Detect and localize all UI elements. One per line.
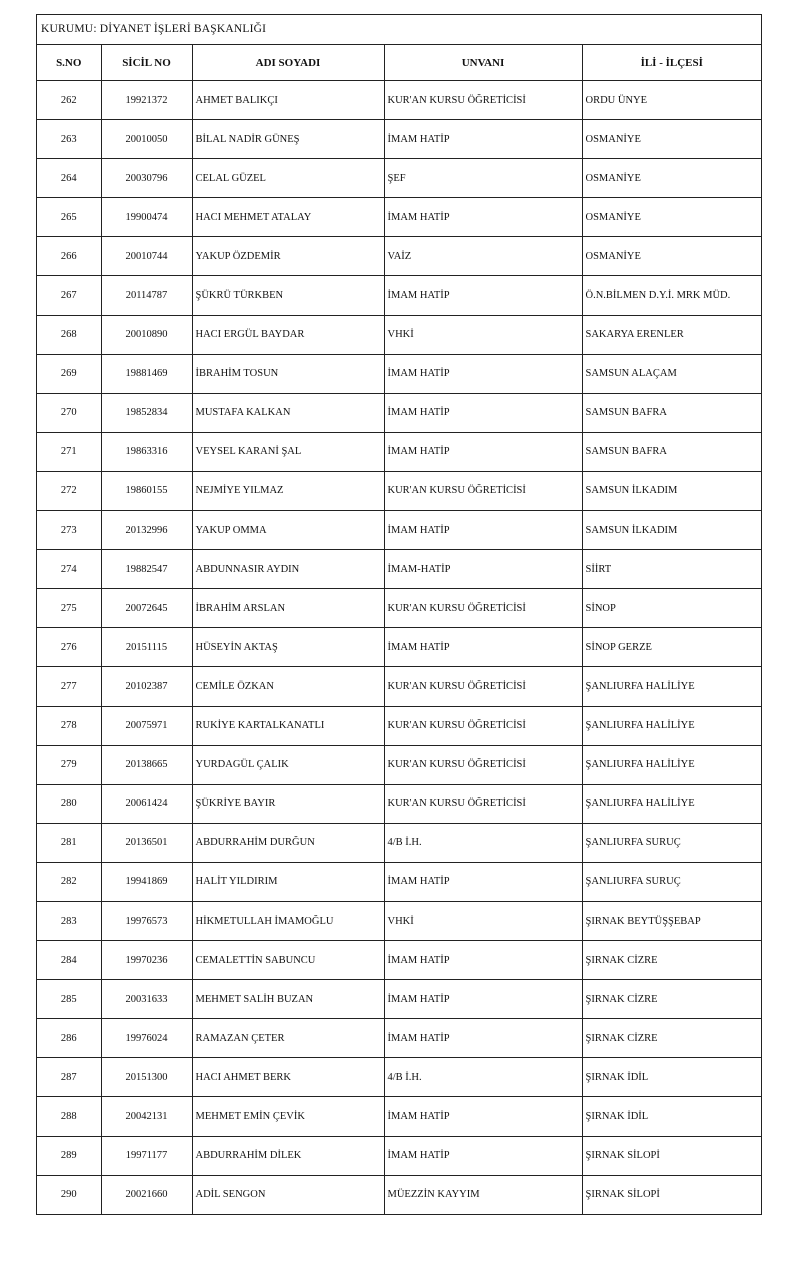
row-sicil-no: 19976573 [101,901,192,940]
row-title: İMAM HATİP [384,941,582,980]
row-name: ABDURRAHİM DURĞUN [192,823,384,862]
row-location: SAKARYA ERENLER [582,315,761,354]
row-location: ŞIRNAK İDİL [582,1097,761,1136]
row-title: İMAM-HATİP [384,550,582,589]
row-sicil-no: 20010744 [101,237,192,276]
row-name: NEJMİYE YILMAZ [192,471,384,510]
table-row [37,667,761,706]
table-row [37,276,761,315]
row-name: BİLAL NADİR GÜNEŞ [192,120,384,159]
row-name: İBRAHİM TOSUN [192,354,384,393]
row-title: ŞEF [384,159,582,198]
row-name: HACI AHMET BERK [192,1058,384,1097]
row-title: İMAM HATİP [384,276,582,315]
row-sicil-no: 19921372 [101,81,192,120]
row-sno: 268 [37,315,101,354]
row-title: KUR'AN KURSU ÖĞRETİCİSİ [384,706,582,745]
row-title: İMAM HATİP [384,511,582,550]
row-name: HÜSEYİN AKTAŞ [192,628,384,667]
row-title: 4/B İ.H. [384,1058,582,1097]
table-row [37,862,761,901]
row-sicil-no: 19971177 [101,1136,192,1175]
row-sicil-no: 19860155 [101,471,192,510]
table-row [37,1175,761,1214]
row-sno: 288 [37,1097,101,1136]
table-row [37,784,761,823]
table-row [37,393,761,432]
row-name: CEMİLE ÖZKAN [192,667,384,706]
row-sno: 277 [37,667,101,706]
row-sicil-no: 20132996 [101,511,192,550]
row-sicil-no: 20151115 [101,628,192,667]
row-title: İMAM HATİP [384,980,582,1019]
row-location: ŞIRNAK BEYTÜŞŞEBAP [582,901,761,940]
row-title: İMAM HATİP [384,1097,582,1136]
row-name: ŞÜKRİYE BAYIR [192,784,384,823]
row-location: SAMSUN ALAÇAM [582,354,761,393]
row-sicil-no: 20031633 [101,980,192,1019]
table-row [37,432,761,471]
row-sicil-no: 19941869 [101,862,192,901]
row-title: İMAM HATİP [384,393,582,432]
row-sno: 276 [37,628,101,667]
row-title: İMAM HATİP [384,432,582,471]
row-title: MÜEZZİN KAYYIM [384,1175,582,1214]
row-name: HİKMETULLAH İMAMOĞLU [192,901,384,940]
row-name: İBRAHİM ARSLAN [192,589,384,628]
row-location: Ö.N.BİLMEN D.Y.İ. MRK MÜD. [582,276,761,315]
row-sno: 273 [37,511,101,550]
row-title: KUR'AN KURSU ÖĞRETİCİSİ [384,667,582,706]
row-location: SİİRT [582,550,761,589]
row-location: SAMSUN BAFRA [582,432,761,471]
row-sno: 272 [37,471,101,510]
row-title: 4/B İ.H. [384,823,582,862]
row-name: HALİT YILDIRIM [192,862,384,901]
row-title: KUR'AN KURSU ÖĞRETİCİSİ [384,745,582,784]
row-name: ABDUNNASIR AYDIN [192,550,384,589]
row-name: MEHMET EMİN ÇEVİK [192,1097,384,1136]
row-name: ŞÜKRÜ TÜRKBEN [192,276,384,315]
row-name: HACI ERGÜL BAYDAR [192,315,384,354]
row-sno: 281 [37,823,101,862]
row-sno: 289 [37,1136,101,1175]
row-sno: 284 [37,941,101,980]
table-row [37,901,761,940]
row-sno: 271 [37,432,101,471]
row-title: İMAM HATİP [384,862,582,901]
table-row [37,237,761,276]
row-sno: 283 [37,901,101,940]
row-sno: 279 [37,745,101,784]
row-name: VEYSEL KARANİ ŞAL [192,432,384,471]
row-title: VHKİ [384,901,582,940]
table-row [37,81,761,120]
row-sno: 285 [37,980,101,1019]
row-title: KUR'AN KURSU ÖĞRETİCİSİ [384,589,582,628]
row-sno: 264 [37,159,101,198]
row-name: MUSTAFA KALKAN [192,393,384,432]
row-sicil-no: 20138665 [101,745,192,784]
row-name: ABDURRAHİM DİLEK [192,1136,384,1175]
row-location: OSMANİYE [582,198,761,237]
table-header-row [37,45,761,81]
row-sno: 290 [37,1175,101,1214]
column-header-ili-ilcesi: İLİ - İLÇESİ [582,45,761,81]
row-sno: 270 [37,393,101,432]
table-row [37,550,761,589]
row-location: SİNOP [582,589,761,628]
table-row [37,941,761,980]
row-location: ŞANLIURFA SURUÇ [582,823,761,862]
row-sicil-no: 20114787 [101,276,192,315]
row-name: AHMET BALIKÇI [192,81,384,120]
row-location: SAMSUN BAFRA [582,393,761,432]
institution-title: KURUMU: DİYANET İŞLERİ BAŞKANLIĞI [37,15,761,45]
row-title: KUR'AN KURSU ÖĞRETİCİSİ [384,471,582,510]
row-sicil-no: 19970236 [101,941,192,980]
row-location: ŞANLIURFA HALİLİYE [582,667,761,706]
column-header-adi-soyadi: ADI SOYADI [192,45,384,81]
row-name: YAKUP OMMA [192,511,384,550]
row-title: İMAM HATİP [384,1136,582,1175]
table-row [37,1019,761,1058]
table-row [37,120,761,159]
row-title: KUR'AN KURSU ÖĞRETİCİSİ [384,81,582,120]
row-sicil-no: 19881469 [101,354,192,393]
row-location: OSMANİYE [582,120,761,159]
row-sno: 274 [37,550,101,589]
row-location: ŞANLIURFA HALİLİYE [582,745,761,784]
row-location: SAMSUN İLKADIM [582,511,761,550]
table-row [37,471,761,510]
row-name: CELAL GÜZEL [192,159,384,198]
row-sicil-no: 20021660 [101,1175,192,1214]
row-title: İMAM HATİP [384,628,582,667]
row-sicil-no: 19863316 [101,432,192,471]
row-location: ORDU ÜNYE [582,81,761,120]
row-sicil-no: 20061424 [101,784,192,823]
table-row [37,354,761,393]
row-location: ŞIRNAK İDİL [582,1058,761,1097]
row-sno: 269 [37,354,101,393]
row-sicil-no: 19882547 [101,550,192,589]
row-title: İMAM HATİP [384,1019,582,1058]
row-location: ŞIRNAK CİZRE [582,1019,761,1058]
row-sno: 275 [37,589,101,628]
row-sicil-no: 20010890 [101,315,192,354]
row-sicil-no: 19976024 [101,1019,192,1058]
row-sicil-no: 20075971 [101,706,192,745]
row-title: VAİZ [384,237,582,276]
row-location: ŞIRNAK CİZRE [582,941,761,980]
row-sicil-no: 20042131 [101,1097,192,1136]
row-title: KUR'AN KURSU ÖĞRETİCİSİ [384,784,582,823]
table-row [37,745,761,784]
row-title: VHKİ [384,315,582,354]
row-sno: 287 [37,1058,101,1097]
row-sicil-no: 20072645 [101,589,192,628]
row-sno: 282 [37,862,101,901]
table-row [37,706,761,745]
table-row [37,315,761,354]
row-name: HACI MEHMET ATALAY [192,198,384,237]
row-sno: 266 [37,237,101,276]
table-body [37,81,761,1214]
table-row [37,1058,761,1097]
row-sicil-no: 20151300 [101,1058,192,1097]
row-name: RUKİYE KARTALKANATLI [192,706,384,745]
row-sicil-no: 19900474 [101,198,192,237]
table-row [37,589,761,628]
row-sicil-no: 20030796 [101,159,192,198]
table-row [37,980,761,1019]
row-title: İMAM HATİP [384,198,582,237]
row-location: ŞANLIURFA HALİLİYE [582,706,761,745]
table-row [37,1136,761,1175]
row-sno: 280 [37,784,101,823]
row-sno: 278 [37,706,101,745]
column-header-sno: S.NO [37,45,101,81]
row-sno: 267 [37,276,101,315]
row-location: SİNOP GERZE [582,628,761,667]
row-sno: 265 [37,198,101,237]
row-location: SAMSUN İLKADIM [582,471,761,510]
row-name: ADİL SENGON [192,1175,384,1214]
row-sicil-no: 19852834 [101,393,192,432]
row-name: YURDAGÜL ÇALIK [192,745,384,784]
row-location: ŞANLIURFA HALİLİYE [582,784,761,823]
row-location: OSMANİYE [582,237,761,276]
row-sno: 263 [37,120,101,159]
row-location: ŞIRNAK SİLOPİ [582,1136,761,1175]
document-sheet [36,14,762,1215]
column-header-sicil-no: SİCİL NO [101,45,192,81]
table-row [37,511,761,550]
row-title: İMAM HATİP [384,120,582,159]
table-row [37,1097,761,1136]
row-sicil-no: 20102387 [101,667,192,706]
row-name: MEHMET SALİH BUZAN [192,980,384,1019]
row-sicil-no: 20010050 [101,120,192,159]
table-row [37,823,761,862]
row-location: OSMANİYE [582,159,761,198]
table-row [37,198,761,237]
row-name: CEMALETTİN SABUNCU [192,941,384,980]
row-location: ŞIRNAK SİLOPİ [585,1189,660,1201]
column-header-unvani: UNVANI [384,45,582,81]
row-name: RAMAZAN ÇETER [192,1019,384,1058]
row-sicil-no: 20136501 [101,823,192,862]
row-name: YAKUP ÖZDEMİR [192,237,384,276]
table-row [37,159,761,198]
row-location: ŞIRNAK CİZRE [582,980,761,1019]
row-sno: 286 [37,1019,101,1058]
row-location: ŞANLIURFA SURUÇ [582,862,761,901]
row-title: İMAM HATİP [384,354,582,393]
table-row [37,628,761,667]
personnel-table [37,45,761,1214]
row-sno: 262 [37,81,101,120]
